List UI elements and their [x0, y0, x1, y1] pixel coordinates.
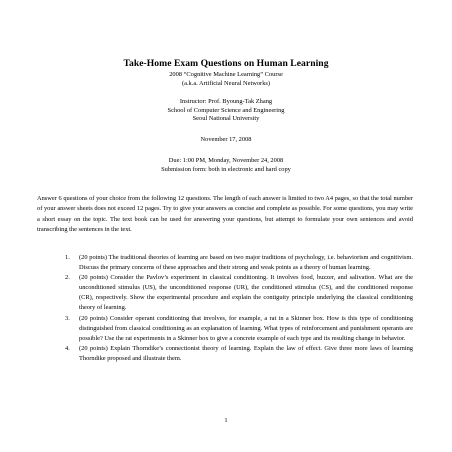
instructions-paragraph: Answer 6 questions of your choice from the following 12 questions. The length of each answer is limited to two A4 pages, so that the total number of your answer sheets does not exceed 12 pages. Try to give your answers as concise and complete as possible. For some questions, you may write a short essay on the topic. The text book can be used for answering your questions, but attempt to formulate your own sentences and avoid transcribing the sentences in the text. — [37, 195, 413, 234]
question-number: 2. — [65, 274, 70, 282]
question-list — [65, 253, 413, 364]
question-number: 3. — [65, 314, 70, 322]
question-number: 4. — [65, 344, 70, 352]
question-item — [65, 273, 413, 313]
course-line: 2008 “Cognitive Machine Learning” Course — [169, 71, 283, 78]
due-line: Due: 1:00 PM, Monday, November 24, 2008 — [168, 157, 284, 164]
question-item — [65, 314, 413, 344]
date-line: November 17, 2008 — [200, 136, 252, 143]
question-text: (20 points) Consider operant conditioning that involves, for example, a rat in a Skinner box. How is this type of conditioning distinguished from classical conditioning as an explanation of learning. What types of reinforcement and punishment operants are possible? Use the rat experiments in a Skinner box to give a concrete example of each type and its resulting change in behavior. — [79, 314, 413, 342]
document-title: Take-Home Exam Questions on Human Learning — [123, 58, 329, 69]
question-text: (20 points) Consider the Pavlov’s experiment in classical conditioning. It involves food, buzzer, and salivation. What are the unconditioned stimulus (US), the unconditioned response (UR), the conditioned stimulus (CS), and the conditioned response (CR), respectively. Show the experimental procedure and explain the contiguity principle underlying the classical conditioning theory of learning. — [79, 274, 413, 312]
page-number: 1 — [224, 417, 228, 424]
submission-line: Submission form: both in electronic and hard copy — [161, 165, 291, 173]
school-line: School of Computer Science and Engineering — [167, 106, 285, 114]
question-text: (20 points) The traditional theories of learning are based on two major traditions of psychology, i.e. behaviorism and cognitivism. Discuss the primary concerns of these approaches and their strong and weak points as a theory of human learning. — [79, 254, 413, 272]
question-text: (20 points) Explain Thorndike’s connectionist theory of learning. Explain the law of effect. Give three more laws of learning Thorndike proposed and illustrate them. — [79, 344, 413, 362]
question-number: 1. — [65, 254, 70, 261]
university-line: Seoul National University — [192, 115, 260, 123]
question-item — [65, 344, 413, 364]
instructor-line: Instructor: Prof. Byoung-Tak Zhang — [179, 98, 273, 105]
question-item — [65, 253, 413, 273]
aka-line: (a.k.a. Artificial Neural Networks) — [181, 79, 270, 87]
